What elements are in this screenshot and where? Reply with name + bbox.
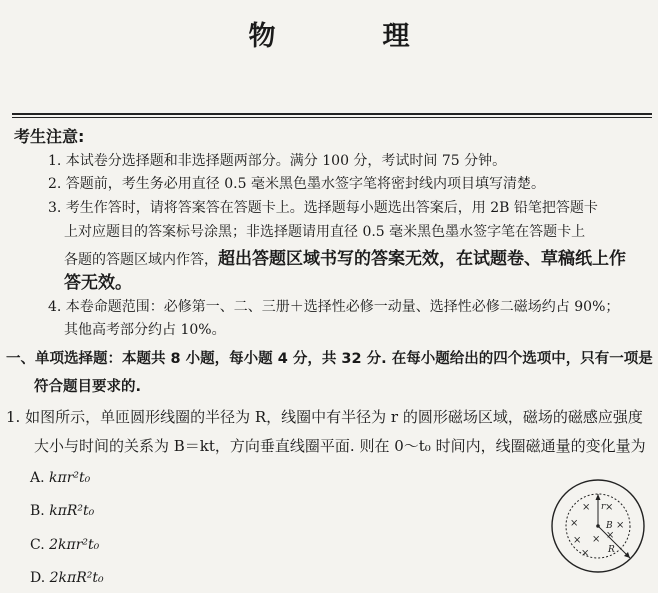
- option-letter: B.: [30, 503, 50, 519]
- notice-line-3-cont2: [64, 244, 626, 269]
- notice-line-1: 1. 本试卷分选择题和非选择题两部分。满分 100 分，考试时间 75 分钟。: [48, 153, 507, 169]
- field-mark: ×: [582, 502, 591, 513]
- option-b: [30, 503, 94, 519]
- label-B: B: [606, 521, 613, 531]
- field-mark: ×: [605, 502, 614, 513]
- field-mark: ×: [573, 535, 582, 546]
- center-dot: [596, 524, 600, 528]
- option-letter: C.: [30, 537, 50, 553]
- section-heading-cont: 符合题目要求的.: [34, 379, 142, 395]
- label-R: R: [608, 545, 615, 555]
- page-title: 物 理: [248, 21, 450, 52]
- notice-line-2: 2. 答题前，考生务必用直径 0.5 毫米黑色墨水签字笔将密封线内项目填写清楚。: [48, 176, 545, 192]
- field-mark: ×: [606, 530, 615, 541]
- question-1-stem-cont: 大小与时间的关系为 B＝kt，方向垂直线圈平面. 则在 0～t₀ 时间内，线圈磁通量的变化量为: [34, 437, 646, 455]
- notice-line-3: 3. 考生作答时，请将答案答在答题卡上。选择题每小题选出答案后，用 2B 铅笔把答题卡: [48, 200, 598, 216]
- field-mark: ×: [616, 520, 625, 531]
- radius-r-arrow: [596, 494, 601, 500]
- option-expr: 2kπr²t₀: [49, 537, 100, 553]
- option-expr: kπR²t₀: [49, 503, 95, 519]
- notice-heading: 考生注意:: [14, 127, 85, 146]
- notice-line-4-cont: 其他高考部分约占 10%。: [64, 322, 226, 338]
- field-mark: ×: [570, 518, 579, 529]
- option-expr: kπr²t₀: [49, 470, 91, 486]
- notice-emphasis-cont: 答无效。: [64, 273, 132, 293]
- header-rule-thick: [12, 113, 652, 115]
- option-letter: A.: [30, 470, 50, 486]
- field-mark: ×: [581, 548, 590, 559]
- option-expr: 2kπR²t₀: [49, 570, 104, 586]
- option-letter: D.: [30, 570, 50, 586]
- label-r: r: [601, 502, 606, 512]
- section-heading: 一、单项选择题：本题共 8 小题，每小题 4 分，共 32 分. 在每小题给出的四个选项中，只有一项是: [6, 351, 653, 367]
- field-mark: ×: [592, 534, 601, 545]
- notice-line-4: 4. 本卷命题范围：必修第一、二、三册＋选择性必修一动量、选择性必修二磁场约占 90%；: [48, 299, 620, 315]
- coil-magnetic-field-figure: [548, 476, 648, 576]
- question-1-stem: 1. 如图所示，单匝圆形线圈的半径为 R，线圈中有半径为 r 的圆形磁场区域，磁场的磁感应强度: [6, 408, 643, 426]
- notice-line-3-cont: 上对应题目的答案标号涂黑；非选择题请用直径 0.5 毫米黑色墨水签字笔在答题卡上: [64, 224, 586, 240]
- option-a: [30, 470, 90, 486]
- option-c: [30, 537, 99, 553]
- option-d: [30, 570, 104, 586]
- header-rule-thin: [12, 117, 652, 118]
- notice-text: 各题的答题区域内作答，: [64, 252, 218, 268]
- notice-emphasis: 超出答题区域书写的答案无效，在试题卷、草稿纸上作: [218, 249, 626, 269]
